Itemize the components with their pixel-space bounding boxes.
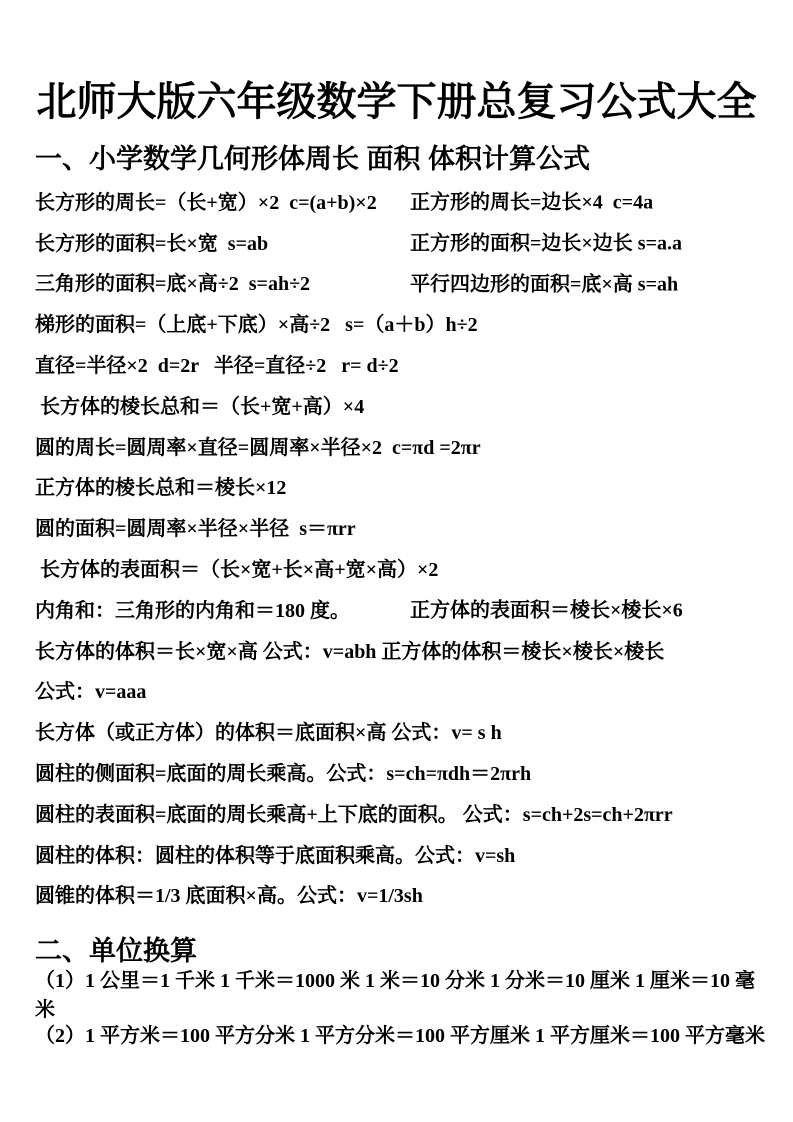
- formula-line: [35, 506, 765, 547]
- formula-text-right: 平行四边形的面积=底×高 s=ah: [410, 273, 679, 296]
- formula-line: [35, 588, 765, 629]
- formula-line: [35, 874, 765, 915]
- formula-text: 长方形的周长=（长+宽）×2 c=(a+b)×2: [35, 191, 377, 214]
- formula-line: [35, 466, 765, 507]
- formula-line: [35, 969, 765, 1021]
- formula-line: [35, 1013, 765, 1054]
- formula-line: [35, 262, 765, 303]
- formula-text: 长方体的体积＝长×宽×高 公式：v=abh 正方体的体积＝棱长×棱长×棱长: [35, 640, 665, 663]
- formula-text: 长方体的棱长总和＝（长+宽+高）×4: [35, 395, 365, 418]
- formula-text: 内角和：三角形的内角和＝180 度。: [35, 599, 350, 622]
- formula-line: [35, 547, 765, 588]
- formula-text: 圆锥的体积＝1/3 底面积×高。公式：v=1/3sh: [35, 885, 423, 908]
- formula-line: [35, 792, 765, 833]
- formula-text: 圆的面积=圆周率×半径×半径 s＝πrr: [35, 518, 356, 541]
- formula-text: 正方体的棱长总和＝棱长×12: [35, 477, 287, 500]
- section-heading: 二、单位换算: [35, 936, 197, 967]
- formula-text: 圆柱的表面积=底面的周长乘高+上下底的面积。 公式：s=ch+2s=ch+2πrr: [35, 803, 673, 826]
- formula-text: （2）1 平方米＝100 平方分米 1 平方分米＝100 平方厘米 1 平方厘米＝100 平方毫米: [35, 1025, 765, 1048]
- formula-line: [35, 180, 765, 221]
- formula-text: 直径=半径×2 d=2r 半径=直径÷2 r= d÷2: [35, 355, 399, 378]
- formula-line: [35, 751, 765, 792]
- formula-line: [35, 302, 765, 343]
- formula-text-right: 正方形的面积=边长×边长 s=a.a: [410, 232, 682, 255]
- formula-text: 圆的周长=圆周率×直径=圆周率×半径×2 c=πd =2πr: [35, 436, 481, 459]
- formula-text: 梯形的面积=（上底+下底）×高÷2 s=（a＋b）h÷2: [35, 314, 478, 337]
- document-content: [0, 138, 793, 1054]
- formula-line: [35, 221, 765, 262]
- formula-line: [35, 670, 765, 711]
- formula-text-right: 正方体的表面积＝棱长×棱长×6: [410, 599, 683, 622]
- formula-line: [35, 384, 765, 425]
- formula-line: [35, 425, 765, 466]
- formula-text: 长方体的表面积＝（长×宽+长×高+宽×高）×2: [35, 559, 439, 582]
- formula-text: （1）1 公里＝1 千米 1 千米＝1000 米 1 米＝10 分米 1 分米＝10 厘米 1 厘米＝10 毫米: [35, 969, 755, 1021]
- formula-text: 三角形的面积=底×高÷2 s=ah÷2: [35, 273, 311, 296]
- document-title: 北师大版六年级数学下册总复习公式大全: [36, 79, 757, 124]
- formula-text: 圆柱的侧面积=底面的周长乘高。公式：s=ch=πdh＝2πrh: [35, 763, 532, 786]
- formula-line: [35, 343, 765, 384]
- formula-line: [35, 710, 765, 751]
- formula-text: 公式：v=aaa: [35, 681, 147, 704]
- formula-text: 圆柱的体积：圆柱的体积等于底面积乘高。公式：v=sh: [35, 844, 516, 867]
- formula-line: [35, 833, 765, 874]
- formula-text-right: 正方形的周长=边长×4 c=4a: [410, 191, 654, 214]
- section-heading: 一、小学数学几何形体周长 面积 体积计算公式: [35, 144, 591, 174]
- formula-line: [35, 629, 765, 670]
- formula-text: 长方形的面积=长×宽 s=ab: [35, 232, 269, 255]
- formula-text: 长方体（或正方体）的体积＝底面积×高 公式：v= s h: [35, 722, 502, 745]
